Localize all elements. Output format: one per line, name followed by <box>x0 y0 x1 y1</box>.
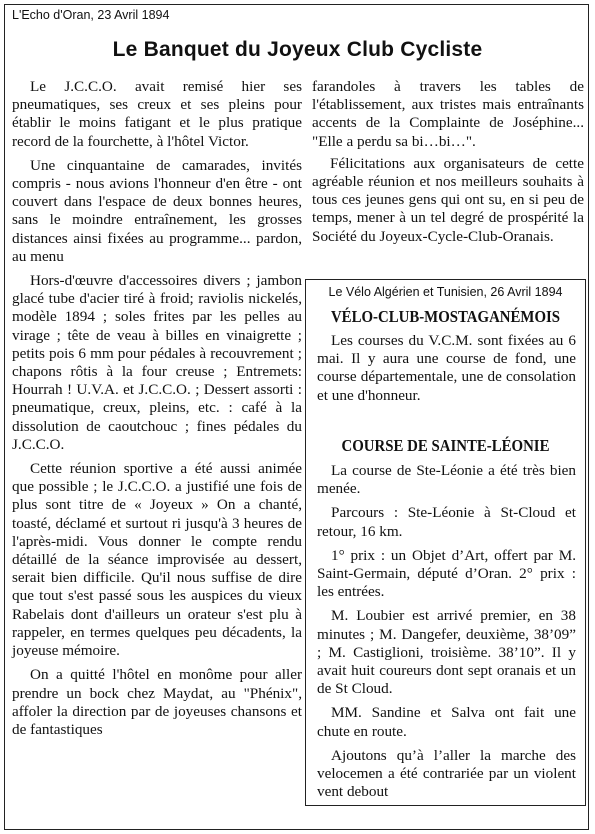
sidebar-box <box>305 279 586 806</box>
article-title: Le Banquet du Joyeux Club Cycliste <box>112 38 483 61</box>
box-paragraph: MM. Sandine et Salva ont fait une chute en route. <box>317 704 576 740</box>
box-paragraph: Parcours : Ste-Léonie à St-Cloud et retour, 16 km. <box>317 504 576 540</box>
article-paragraph: On a quitté l'hôtel en monôme pour aller prendre un bock chez Maydat, au "Phénix", affoler la direction par de joyeuses chansons et de fantastiques <box>12 666 302 738</box>
article-paragraph: Cette réunion sportive a été aussi animée que possible ; le J.C.C.O. a justifié une fois de plus sont titre de « Joyeux » On a chanté, toasté, déclamé et surtout ri jusqu'à 3 heures de l'après-midi. Vous donner le compte rendu détaillé de la séance improvisée au dessert, serait bien difficile. Qu'il nous suffise de dire que tout s'est passé sous les auspices du vieux Rabelais dont d'ailleurs un orateur s'est plu à rappeler, en termes quelques peu décadents, la joyeuse mémoire. <box>12 460 302 660</box>
article-paragraph: Une cinquantaine de camarades, invités compris - nous avions l'honneur d'en être - ont couvert dans l'espace de deux bonnes heures, sans le moindre entraînement, les grosses distances ainsi fixées au programme... pardon, au menu <box>12 156 302 265</box>
box-paragraph: La course de Ste-Léonie a été très bien menée. <box>317 462 576 498</box>
article-paragraph: Le J.C.C.O. avait remisé hier ses pneumatiques, ses creux et ses pleins pour établir le moins fatigant et le plus pratique record de la fourchette, à l'hôtel Victor. <box>12 78 302 150</box>
box-section-sainte-leonie <box>317 462 576 807</box>
article-paragraph: farandoles à travers les tables de l'établissement, aux tristes mais entraînants accents de la Complainte de Joséphine... "Elle a perdu sa bi…bi…". <box>312 78 584 150</box>
box-paragraph: M. Loubier est arrivé premier, en 38 minutes ; M. Dangefer, deuxième, 38’09” ; M. Castiglioni, troisième. 38’10”. Il y avait huit coureurs dont sept oranais et un de St Cloud. <box>317 607 576 698</box>
article-paragraph: Hors-d'œuvre d'accessoires divers ; jambon glacé tube d'acier tiré à froid; raviolis nickelés, modèle 1894 ; soles frites par les pelles au virage ; tête de veau à billes en vinaigrette ; petits pois 6 mm pour pédales à recouvrement ; chapons rôtis à la four creuse ; Entremets: Hourrah ! U.V.A. et J.C.C.O. ; Dessert assorti : pneumatique, creux, pleins, etc. : café à la dissolution de caoutchouc ; fines pédales du J.C.C.O. <box>12 272 302 453</box>
article-paragraph: Félicitations aux organisateurs de cette agréable réunion et nos meilleurs souhaits à tous ces jeunes gens qui ont su, en si peu de temps, mener à un tel degré de prospérité la Société du Joyeux-Cycle-Club-Oranais. <box>312 154 584 245</box>
box-paragraph: Ajoutons qu’à l’aller la marche des velocemen a été contrariée par un violent vent debout <box>317 746 576 801</box>
article-source: L'Echo d'Oran, 23 Avril 1894 <box>12 8 170 22</box>
article-right-column <box>312 78 584 250</box>
box-source: Le Vélo Algérien et Tunisien, 26 Avril 1894 <box>328 285 563 299</box>
article-left-column <box>12 78 302 745</box>
box-title-sainte-leonie: COURSE DE SAINTE-LÉONIE <box>341 436 550 455</box>
box-paragraph: Les courses du V.C.M. sont fixées au 6 mai. Il y aura une course de fond, une course départementale, une de consolation et une d'honneur. <box>317 332 576 404</box>
box-title-mostaganemois: VÉLO-CLUB-MOSTAGANÉMOIS <box>330 307 561 326</box>
box-paragraph: 1° prix : un Objet d’Art, offert par M. Saint-Germain, député d’Oran. 2° prix : les entrées. <box>317 546 576 601</box>
box-section-mostaganemois <box>317 332 576 411</box>
